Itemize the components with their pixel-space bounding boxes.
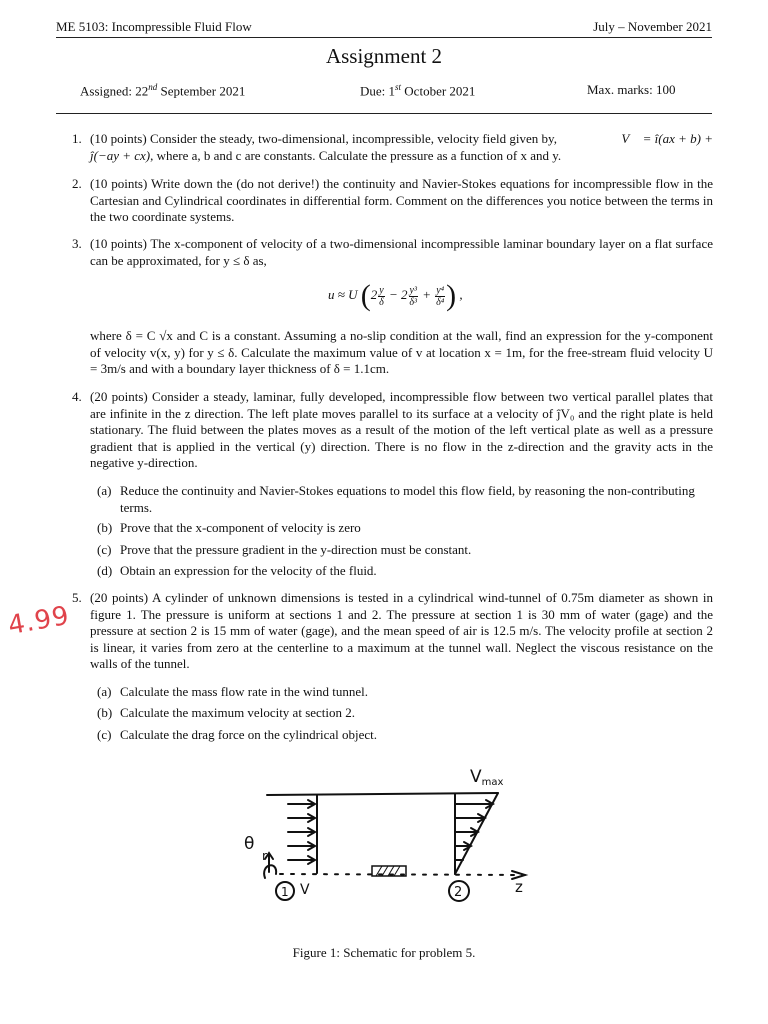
assigned-date: Assigned: 22nd September 2021: [80, 82, 246, 99]
grade-mark: 4.99: [5, 600, 73, 642]
vmax-label: Vmax: [470, 767, 504, 788]
tunnel-wall-line: [267, 793, 498, 795]
question-4-part-d: (d) Obtain an expression for the velocity of the fluid.: [97, 563, 377, 578]
theta-rotation-arrow: [264, 865, 276, 878]
max-marks: Max. marks: 100: [587, 82, 676, 97]
section-1-label: 1: [281, 885, 289, 899]
question-3-continued: where δ = C √x and C is a constant. Assuming a no-slip condition at the wall, find an expression for the y-component of velocity v(x, y) for y ≤ δ. Calculate the maximum value of v at location x = 1m, for the free-stream fluid velocity U = 3m/s and with a boundary layer thickness of δ = 1.1cm.: [90, 328, 713, 376]
question-number: 2.: [72, 176, 82, 191]
theta-label: θ: [244, 834, 255, 854]
question-4-part-a: (a) Reduce the continuity and Navier-Stokes equations to model this flow field, by reasoning the non-contributing terms.: [97, 483, 695, 515]
question-number: 1.: [72, 131, 82, 146]
header-rule: [56, 37, 712, 38]
question-2: 2. (10 points) Write down the (do not derive!) the continuity and Navier-Stokes equations for incompressible flow in the Cartesian and Cylindrical coordinates in differential form. Comment on the differences you notice between the terms in the two coordinate systems.: [72, 176, 713, 224]
question-number: 5.: [72, 590, 82, 605]
question-5: 5. (20 points) A cylinder of unknown dimensions is tested in a cylindrical wind-tunnel of 0.75m diameter as shown in figure 1. The pressure is uniform at sections 1 and 2. The pressure at section 1 is 30 mm of water (gage) and the pressure at section 2 is 15 mm of water (gage), and the mean speed of air is 12.5 m/s. The velocity profile at section 2 is linear, it varies from zero at the centerline to a maximum at the tunnel wall. Neglect the viscous resistance on the walls of the tunnel.: [72, 590, 713, 671]
question-5-part-a: (a) Calculate the mass flow rate in the wind tunnel.: [97, 684, 369, 699]
term-dates: July – November 2021: [593, 19, 712, 34]
uniform-velocity-arrows: [288, 800, 315, 864]
section-2-label: 2: [454, 885, 463, 900]
assignment-title: Assignment 2: [325, 44, 443, 68]
figure-caption: Figure 1: Schematic for problem 5.: [292, 945, 476, 960]
meta-rule: [56, 113, 712, 114]
wind-tunnel-schematic: [230, 760, 540, 910]
question-5-part-c: (c) Calculate the drag force on the cylindrical object.: [97, 727, 377, 742]
boundary-layer-equation: u ≈ U (2 $\frac{y}{\delta}$ − 2 $\frac{\text{y³}}{\text{δ³}}$ + $\frac{\text{y⁴}}{\text{δ⁴}}$ ) ,: [328, 279, 463, 312]
linear-velocity-arrows: [455, 800, 493, 860]
question-4-part-b: (b) Prove that the x-component of velocity is zero: [97, 520, 361, 535]
question-3: 3. (10 points) The x-component of velocity of a two-dimensional incompressible laminar boundary layer on a flat surface can be approximated, for y ≤ δ as,: [72, 236, 713, 268]
question-5-part-b: (b) Calculate the maximum velocity at section 2.: [97, 705, 356, 720]
question-number: 3.: [72, 236, 82, 251]
v-label: V: [300, 882, 310, 898]
centerline: [280, 874, 525, 875]
question-1-line1: (10 points) Consider the steady, two-dimensional, incompressible, velocity field given by,: [90, 131, 557, 146]
z-label: z: [515, 878, 523, 896]
question-1: 1. (10 points) Consider the steady, two-dimensional, incompressible, velocity field given by, V⃗ = î(ax + b) + ĵ(−ay + cx), where a, b and c are constants. Calculate the pressure as a function of x and y.: [72, 131, 713, 163]
due-date: Due: 1st October 2021: [360, 82, 476, 99]
question-4-part-c: (c) Prove that the pressure gradient in the y-direction must be constant.: [97, 542, 472, 557]
r-label: r: [262, 849, 267, 863]
course-title: ME 5103: Incompressible Fluid Flow: [56, 19, 252, 34]
question-number: 4.: [72, 389, 82, 404]
velocity-field-eq: V⃗ = î(ax + b) +: [621, 131, 713, 146]
question-1-line2: , where a, b and c are constants. Calculate the pressure as a function of x and y.: [150, 147, 562, 163]
question-4: 4. (20 points) Consider a steady, laminar, fully developed, incompressible flow between two vertical parallel plates that are infinite in the z direction. The left plate moves parallel to its surface at a velocity of ĵV₀ and the right plate is held stationary. The fluid between the plates moves as a result of the motion of the left vertical plate as well as a pressure gradient that is applied in the vertical (y) direction. There is no flow in the z-direction and the gravity acts in the negative y-direction.: [72, 389, 713, 470]
